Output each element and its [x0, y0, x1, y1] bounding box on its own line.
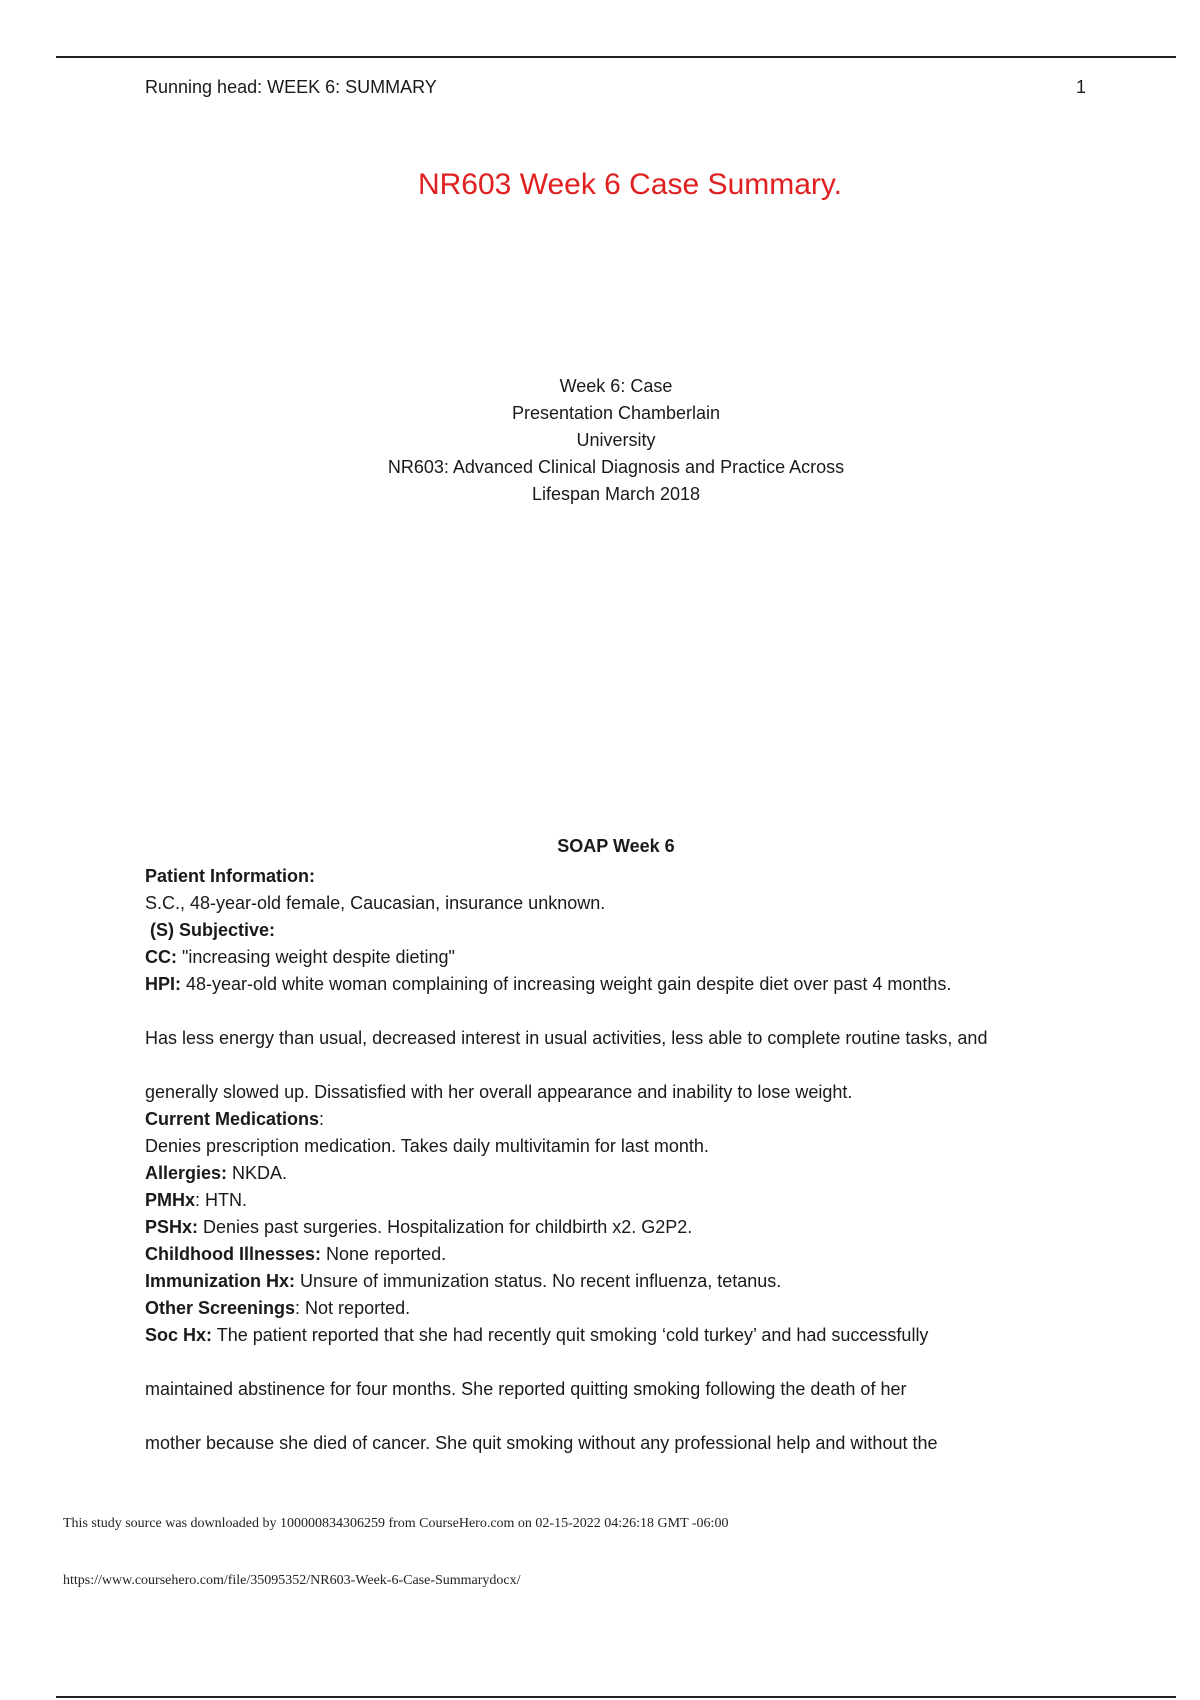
download-note: This study source was downloaded by 100000834306259 from CourseHero.com on 02-15-2022 04:26:18 GMT -06:00 [63, 1516, 729, 1531]
title-block-line: University [576, 430, 656, 450]
other-screenings [145, 1295, 1105, 1322]
hpi-label: HPI: [145, 974, 181, 994]
screenings-text: : Not reported. [295, 1298, 411, 1318]
pmhx-label: PMHx [145, 1190, 196, 1210]
top-rule [56, 56, 1176, 58]
childhood-label: Childhood Illnesses: [145, 1244, 322, 1264]
allergies-label: Allergies: [145, 1163, 228, 1183]
cc-label: CC: [145, 947, 177, 967]
meds-colon: : [319, 1109, 325, 1129]
title-block-line: NR603: Advanced Clinical Diagnosis and Practice Across [387, 457, 845, 477]
hpi-text: 48-year-old white woman complaining of increasing weight gain despite diet over past 4 months. [181, 974, 952, 994]
hpi [145, 971, 1105, 998]
soc-text: The patient reported that she had recently quit smoking ‘cold turkey’ and had successfully [212, 1325, 929, 1345]
pmhx [145, 1187, 1105, 1214]
social-history-line-2: maintained abstinence for four months. She reported quitting smoking following the death of her [145, 1379, 907, 1399]
immunization-text: Unsure of immunization status. No recent influenza, tetanus. [295, 1271, 782, 1291]
social-history [145, 1322, 1105, 1349]
immunization-label: Immunization Hx: [145, 1271, 296, 1291]
title-block-line: Presentation Chamberlain [511, 403, 721, 423]
childhood-illnesses [145, 1241, 1105, 1268]
chief-complaint [145, 944, 1105, 971]
soap-body [145, 863, 1105, 1457]
document-title: NR603 Week 6 Case Summary. [417, 168, 843, 201]
social-history-line-3: mother because she died of cancer. She quit smoking without any professional help and without the [145, 1433, 938, 1453]
page-number: 1 [1076, 77, 1087, 97]
allergies-text: NKDA. [227, 1163, 288, 1183]
bottom-rule [56, 1696, 1176, 1698]
source-url[interactable]: https://www.coursehero.com/file/35095352/NR603-Week-6-Case-Summarydocx/ [63, 1573, 521, 1588]
hpi-line-3: generally slowed up. Dissatisfied with her overall appearance and inability to lose weight. [145, 1082, 853, 1102]
soap-heading: SOAP Week 6 [557, 836, 675, 856]
immunization-hx [145, 1268, 1105, 1295]
hpi-line-2: Has less energy than usual, decreased interest in usual activities, less able to complete routine tasks, and [145, 1028, 988, 1048]
pshx-label: PSHx: [145, 1217, 199, 1237]
subjective-heading [145, 917, 1105, 944]
title-block-line: Week 6: Case [559, 376, 673, 396]
running-head: Running head: WEEK 6: SUMMARY [145, 77, 437, 97]
patient-info-text: S.C., 48-year-old female, Caucasian, insurance unknown. [145, 893, 606, 913]
title-block-line: Lifespan March 2018 [531, 484, 701, 504]
subjective-label: (S) Subjective: [150, 920, 276, 940]
allergies [145, 1160, 1105, 1187]
meds-label: Current Medications [145, 1109, 320, 1129]
title-block [300, 373, 932, 508]
pshx-text: Denies past surgeries. Hospitalization for childbirth x2. G2P2. [198, 1217, 693, 1237]
soc-label: Soc Hx: [145, 1325, 213, 1345]
patient-info-label: Patient Information: [145, 866, 315, 886]
childhood-text: None reported. [321, 1244, 447, 1264]
medications-text: Denies prescription medication. Takes daily multivitamin for last month. [145, 1136, 709, 1156]
medications-heading [145, 1106, 1105, 1133]
cc-text: "increasing weight despite dieting" [177, 947, 455, 967]
pmhx-text: : HTN. [195, 1190, 248, 1210]
patient-info-heading [145, 863, 1105, 890]
screenings-label: Other Screenings [145, 1298, 296, 1318]
pshx [145, 1214, 1105, 1241]
